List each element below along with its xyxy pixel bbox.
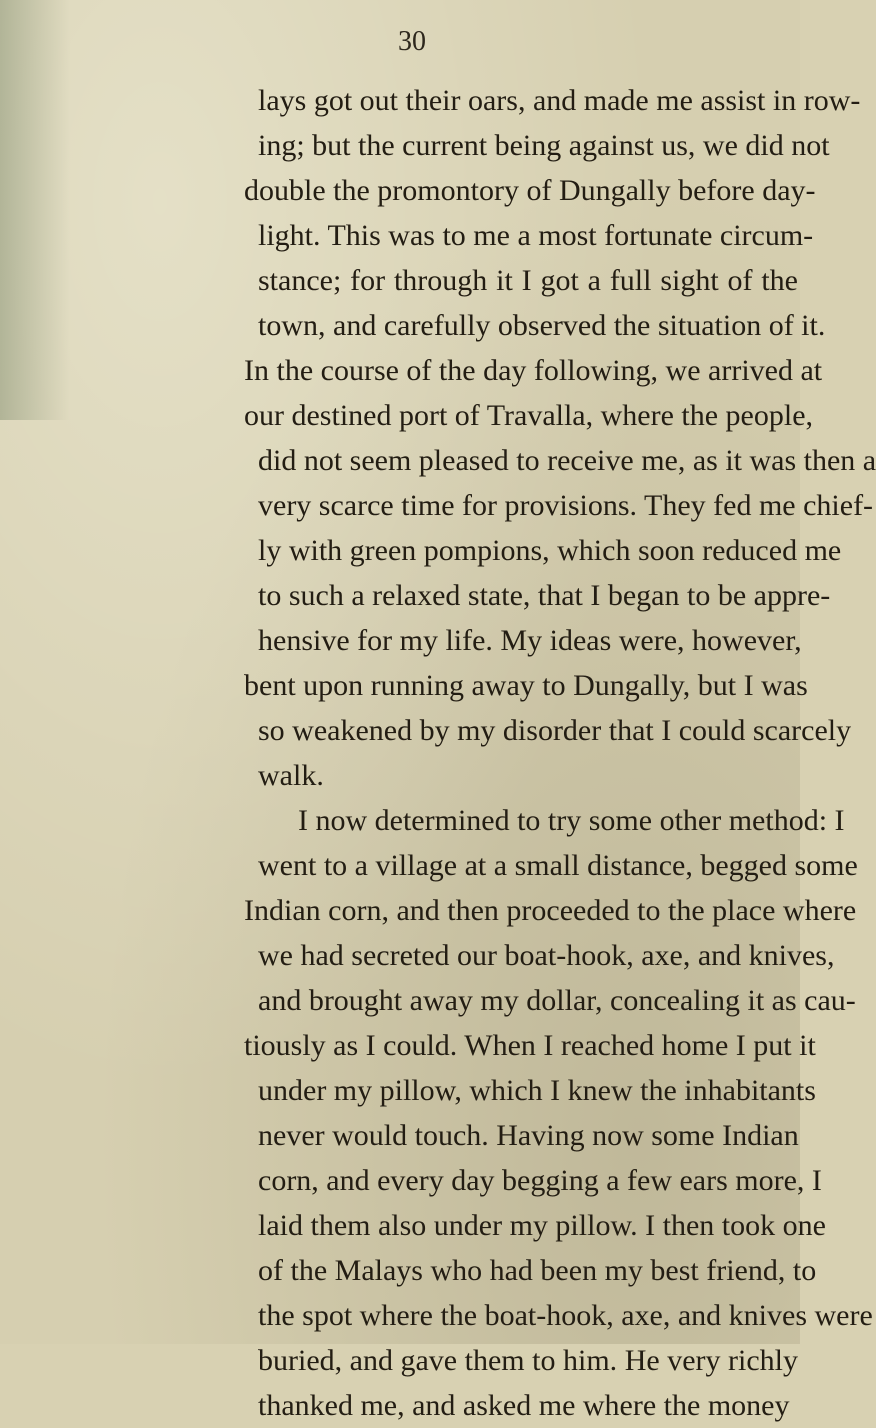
text-line: went to a village at a small distance, begged some: [258, 849, 858, 882]
text-line: town, and carefully observed the situation of it.: [258, 309, 826, 342]
text-line: hensive for my life. My ideas were, however,: [258, 624, 802, 657]
text-line: corn, and every day begging a few ears more, I: [258, 1164, 822, 1197]
text-line: of the Malays who had been my best friend, to: [258, 1254, 817, 1287]
text-line: In the course of the day following, we arrived at: [244, 354, 823, 387]
text-line: tiously as I could. When I reached home I put it: [244, 1029, 816, 1062]
text-line: buried, and gave them to him. He very richly: [258, 1344, 798, 1377]
text-line: double the promontory of Dungally before day-: [244, 174, 816, 207]
text-line: lays got out their oars, and made me assist in row-: [258, 84, 861, 117]
text-line: light. This was to me a most fortunate circum-: [258, 219, 814, 252]
body-text: [244, 78, 876, 1428]
text-line: under my pillow, which I knew the inhabitants: [258, 1074, 816, 1107]
text-line: walk.: [258, 759, 324, 792]
page-edge-shadow: [0, 0, 70, 420]
text-line: Indian corn, and then proceeded to the place where: [244, 894, 857, 927]
text-line: bent upon running away to Dungally, but I was: [244, 669, 808, 702]
text-line: very scarce time for provisions. They fed me chief-: [258, 489, 874, 522]
text-line: the spot where the boat-hook, axe, and knives were: [258, 1299, 873, 1332]
text-line: and brought away my dollar, concealing it as cau-: [258, 984, 856, 1017]
text-line: we had secreted our boat-hook, axe, and knives,: [258, 939, 835, 972]
text-line: did not seem pleased to receive me, as it was then a: [258, 444, 876, 477]
text-line: stance; for through it I got a full sight of the: [258, 264, 798, 297]
text-line: so weakened by my disorder that I could scarcely: [258, 714, 852, 747]
page-number: 30: [398, 26, 426, 57]
text-line: our destined port of Travalla, where the people,: [244, 399, 814, 432]
text-line: thanked me, and asked me where the money: [258, 1389, 790, 1422]
text-line: never would touch. Having now some Indian: [258, 1119, 799, 1152]
text-line: ing; but the current being against us, we did not: [258, 129, 830, 162]
text-line: laid them also under my pillow. I then took one: [258, 1209, 826, 1242]
text-line: ly with green pompions, which soon reduced me: [258, 534, 842, 567]
text-line: to such a relaxed state, that I began to be appre-: [258, 579, 831, 612]
text-line: I now determined to try some other method: I: [298, 804, 845, 837]
